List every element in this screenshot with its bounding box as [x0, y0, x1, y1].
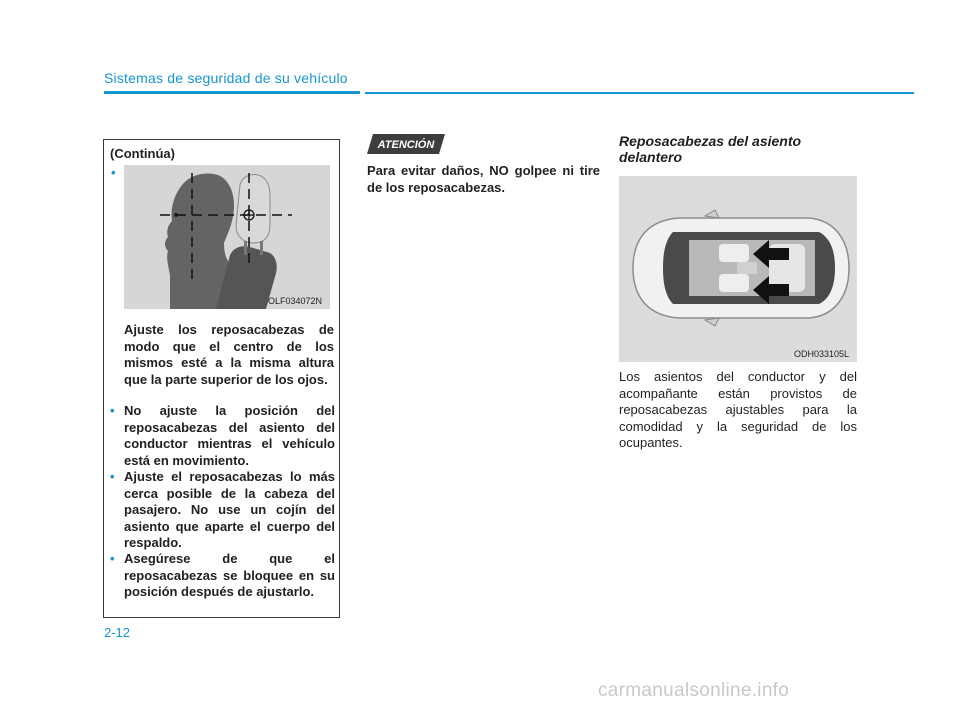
bullet-text: No ajuste la posición del reposacabezas del asiento del conductor mientras el vehículo está en movimiento. [124, 403, 335, 468]
header-rule-accent [104, 91, 360, 94]
bullet-dot: • [110, 469, 115, 484]
bullet-item-2 [110, 469, 335, 552]
bullet-item-1 [110, 403, 335, 469]
bullet-dot: • [110, 551, 115, 566]
bullet-text: Asegúrese de que el reposacabezas se bloquee en su posición después de ajustarlo. [124, 551, 335, 599]
bullet-text: Ajuste el reposacabezas lo más cerca posible de la cabeza del pasajero. No use un cojín del asiento que aparte el cuerpo del respaldo. [124, 469, 335, 550]
section-title: Reposacabezas del asiento delantero [619, 133, 802, 165]
attention-text: Para evitar daños, NO golpee ni tire de los reposacabezas. [367, 163, 600, 195]
continued-label: (Continúa) [110, 146, 175, 161]
figure-code-2: ODH033105L [794, 349, 850, 359]
bullet-dot: • [110, 403, 115, 418]
figure-code-1: OLF034072N [268, 296, 323, 306]
headrest-height-illustration [124, 165, 330, 309]
watermark: carmanualsonline.info [598, 680, 790, 701]
attention-badge [367, 134, 445, 154]
adjust-headrest-text: Ajuste los reposacabezas de modo que el centro de los mismos esté a la misma altura que la parte superior de los ojos. [124, 322, 334, 387]
headrest-description: Los asientos del conductor y del acompañante están provistos de reposacabezas ajustables para la comodidad y la seguridad de los ocupantes. [619, 369, 857, 450]
section-header-title: Sistemas de seguridad de su vehículo [104, 70, 348, 86]
bullet-dot: • [111, 165, 116, 180]
bullet-item-3 [110, 551, 335, 601]
header-rule [365, 92, 914, 94]
bullet-marker [111, 165, 116, 180]
page-number: 2-12 [104, 625, 131, 640]
front-seat-headrest-illustration [619, 176, 857, 362]
attention-label: ATENCIÓN [377, 139, 435, 151]
